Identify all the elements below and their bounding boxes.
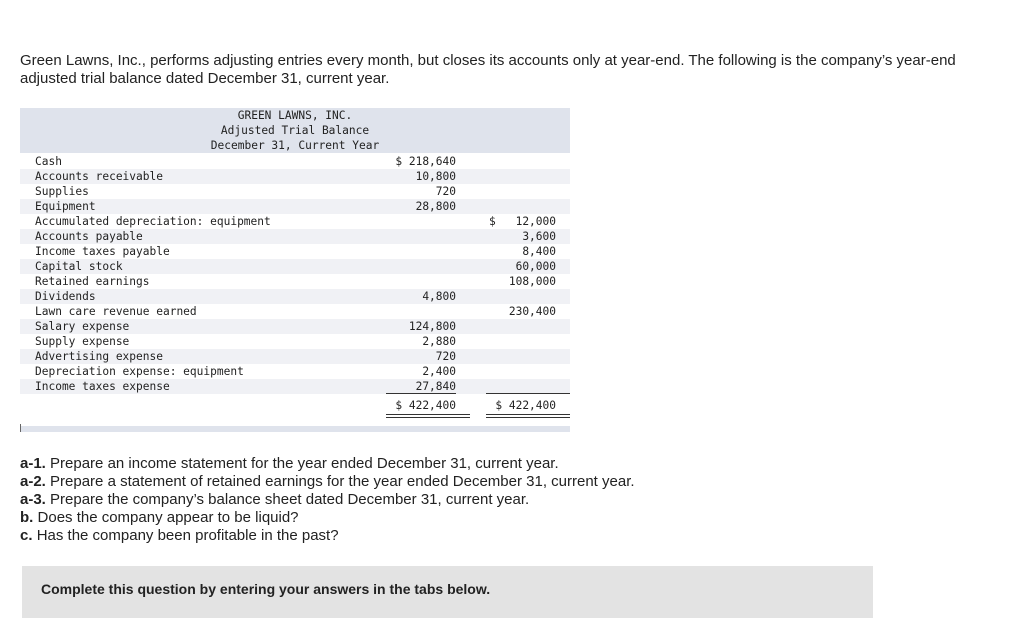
trial-balance-table — [20, 108, 570, 428]
problem-intro: Green Lawns, Inc., performs adjusting entries every month, but closes its accounts only at year-end. The following is the company’s year-end adjusted trial balance dated December 31, current year. — [20, 52, 956, 87]
credit-amount: 108,000 — [508, 275, 556, 288]
account-name: Lawn care revenue earned — [35, 305, 197, 318]
credit-currency-sign: $ — [489, 215, 496, 228]
debit-amount: 2,880 — [422, 335, 456, 348]
question-a3: a-3. Prepare the company’s balance sheet dated December 31, current year. — [20, 491, 530, 508]
credit-amount: 60,000 — [515, 260, 556, 273]
table-row — [20, 244, 570, 259]
account-name: Salary expense — [35, 320, 130, 333]
account-name: Supplies — [35, 185, 89, 198]
trial-balance-footer — [20, 426, 570, 432]
table-row — [20, 304, 570, 319]
debit-amount: 28,800 — [415, 200, 456, 213]
table-row — [20, 214, 570, 229]
account-name: Income taxes expense — [35, 380, 170, 393]
question-b: b. Does the company appear to be liquid? — [20, 509, 299, 526]
debit-amount: $ 218,640 — [395, 155, 456, 168]
account-name: Equipment — [35, 200, 96, 213]
credit-amount: 8,400 — [522, 245, 556, 258]
table-row — [20, 379, 570, 394]
company-name: GREEN LAWNS, INC. — [237, 109, 353, 122]
account-name: Advertising expense — [35, 350, 163, 363]
credit-amount: 3,600 — [522, 230, 556, 243]
table-row — [20, 334, 570, 349]
account-name: Supply expense — [35, 335, 130, 348]
statement-name: Adjusted Trial Balance — [220, 124, 370, 137]
debit-amount: 2,400 — [422, 365, 456, 378]
account-name: Accounts receivable — [35, 170, 163, 183]
table-row — [20, 319, 570, 334]
debit-total-double-rule-2 — [386, 417, 470, 418]
totals-row — [20, 398, 570, 413]
question-a1: a-1. Prepare an income statement for the year ended December 31, current year. — [20, 455, 559, 472]
trial-balance-footer-edge — [20, 424, 21, 432]
credit-total-double-rule-2 — [486, 417, 570, 418]
question-a2: a-2. Prepare a statement of retained earnings for the year ended December 31, current year. — [20, 473, 635, 490]
debit-amount: 720 — [435, 185, 456, 198]
instructions-text: Complete this question by entering your answers in the tabs below. — [41, 581, 491, 597]
instructions-banner — [22, 566, 873, 618]
account-name: Accumulated depreciation: equipment — [35, 215, 271, 228]
table-row — [20, 199, 570, 214]
trial-balance-header — [20, 108, 570, 153]
credit-amount: 230,400 — [508, 305, 556, 318]
debit-total-double-rule-1 — [386, 414, 470, 415]
account-name: Accounts payable — [35, 230, 143, 243]
debit-amount: 720 — [435, 350, 456, 363]
question-list — [20, 455, 820, 545]
account-name: Retained earnings — [35, 275, 150, 288]
table-row — [20, 169, 570, 184]
account-name: Cash — [35, 155, 62, 168]
account-name: Dividends — [35, 290, 96, 303]
table-row — [20, 349, 570, 364]
account-name: Income taxes payable — [35, 245, 170, 258]
debit-subtotal-rule — [386, 393, 456, 394]
table-row — [20, 229, 570, 244]
credit-amount: 12,000 — [515, 215, 556, 228]
credit-subtotal-rule — [486, 393, 570, 394]
table-row — [20, 154, 570, 169]
table-row — [20, 289, 570, 304]
account-name: Capital stock — [35, 260, 123, 273]
total-debit: $ 422,400 — [395, 399, 456, 412]
total-credit: $ 422,400 — [495, 399, 556, 412]
statement-date: December 31, Current Year — [210, 139, 380, 152]
table-row — [20, 259, 570, 274]
credit-total-double-rule-1 — [486, 414, 570, 415]
table-row — [20, 364, 570, 379]
debit-amount: 124,800 — [408, 320, 456, 333]
debit-amount: 10,800 — [415, 170, 456, 183]
table-row — [20, 184, 570, 199]
account-name: Depreciation expense: equipment — [35, 365, 244, 378]
debit-amount: 4,800 — [422, 290, 456, 303]
table-row — [20, 274, 570, 289]
question-c: c. Has the company been profitable in the past? — [20, 527, 339, 544]
debit-amount: 27,840 — [415, 380, 456, 393]
